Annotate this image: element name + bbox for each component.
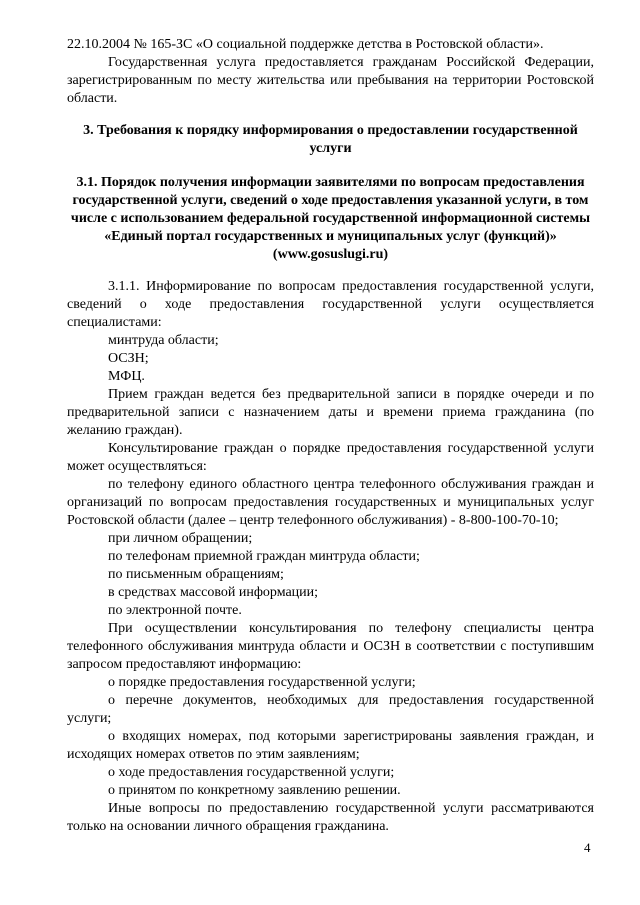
list-item-info: о входящих номерах, под которыми зарегистрированы заявления граждан, и исходящих номерах ответов по этим заявлениям;: [67, 729, 594, 762]
paragraph-reception: Прием граждан ведется без предварительной записи в порядке очереди и по предварительной записи с назначением даты и времени приема гражданина (по желанию граждан).: [67, 387, 594, 438]
list-item-consult-way: по телефону единого областного центра телефонного обслуживания граждан и организаций по вопросам предоставления государственных и муниципальных услуг Ростовской области (далее – центр телефонного обслуживания) - 8-800-100-70-10;: [67, 477, 594, 528]
list-item-specialist: МФЦ.: [108, 369, 145, 384]
paragraph-phone-consult: При осуществлении консультирования по телефону специалисты центра телефонного обслуживания минтруда области и ОСЗН в соответствии с поступившим запросом предоставляют информацию:: [67, 621, 594, 672]
page-number: 4: [584, 840, 591, 855]
list-item-specialist: ОСЗН;: [108, 351, 149, 366]
list-item-consult-way: по письменным обращениям;: [108, 567, 284, 582]
paragraph-3-1-1: 3.1.1. Информирование по вопросам предоставления государственной услуги, сведений о ходе предоставления государственной услуги осуществляется специалистами:: [67, 279, 594, 330]
list-item-info: о перечне документов, необходимых для предоставления государственной услуги;: [67, 693, 594, 726]
list-item-info: о ходе предоставления государственной услуги;: [108, 765, 395, 780]
paragraph-other-questions: Иные вопросы по предоставлению государственной услуги рассматриваются только на основании личного обращения гражданина.: [67, 801, 594, 834]
list-item-info: о порядке предоставления государственной услуги;: [108, 675, 416, 690]
list-item-consult-way: по телефонам приемной граждан минтруда области;: [108, 549, 420, 564]
list-item-consult-way: в средствах массовой информации;: [108, 585, 319, 600]
list-item-info: о принятом по конкретному заявлению решении.: [108, 783, 401, 798]
paragraph-consult: Консультирование граждан о порядке предоставления государственной услуги может осуществляться:: [67, 441, 594, 474]
subsection-title: 3.1. Порядок получения информации заявителями по вопросам предоставления государственной услуги, сведений о ходе предоставления указанной услуги, в том числе с использованием федеральной государственной информационной системы «Единый портал государственных и муниципальных услуг (функций)» (www.gosuslugi.ru): [70, 175, 591, 262]
section-title: 3. Требования к порядку информирования о предоставлении государственной услуги: [83, 123, 578, 156]
list-item-consult-way: при личном обращении;: [108, 531, 253, 546]
paragraph-law-ref: 22.10.2004 № 165-ЗС «О социальной поддержке детства в Ростовской области».: [67, 37, 544, 52]
document-page: [67, 36, 594, 836]
list-item-consult-way: по электронной почте.: [108, 603, 242, 618]
list-item-specialist: минтруда области;: [108, 333, 219, 348]
paragraph-service-recipients: Государственная услуга предоставляется гражданам Российской Федерации, зарегистрированным по месту жительства или пребывания на территории Ростовской области.: [67, 55, 594, 106]
